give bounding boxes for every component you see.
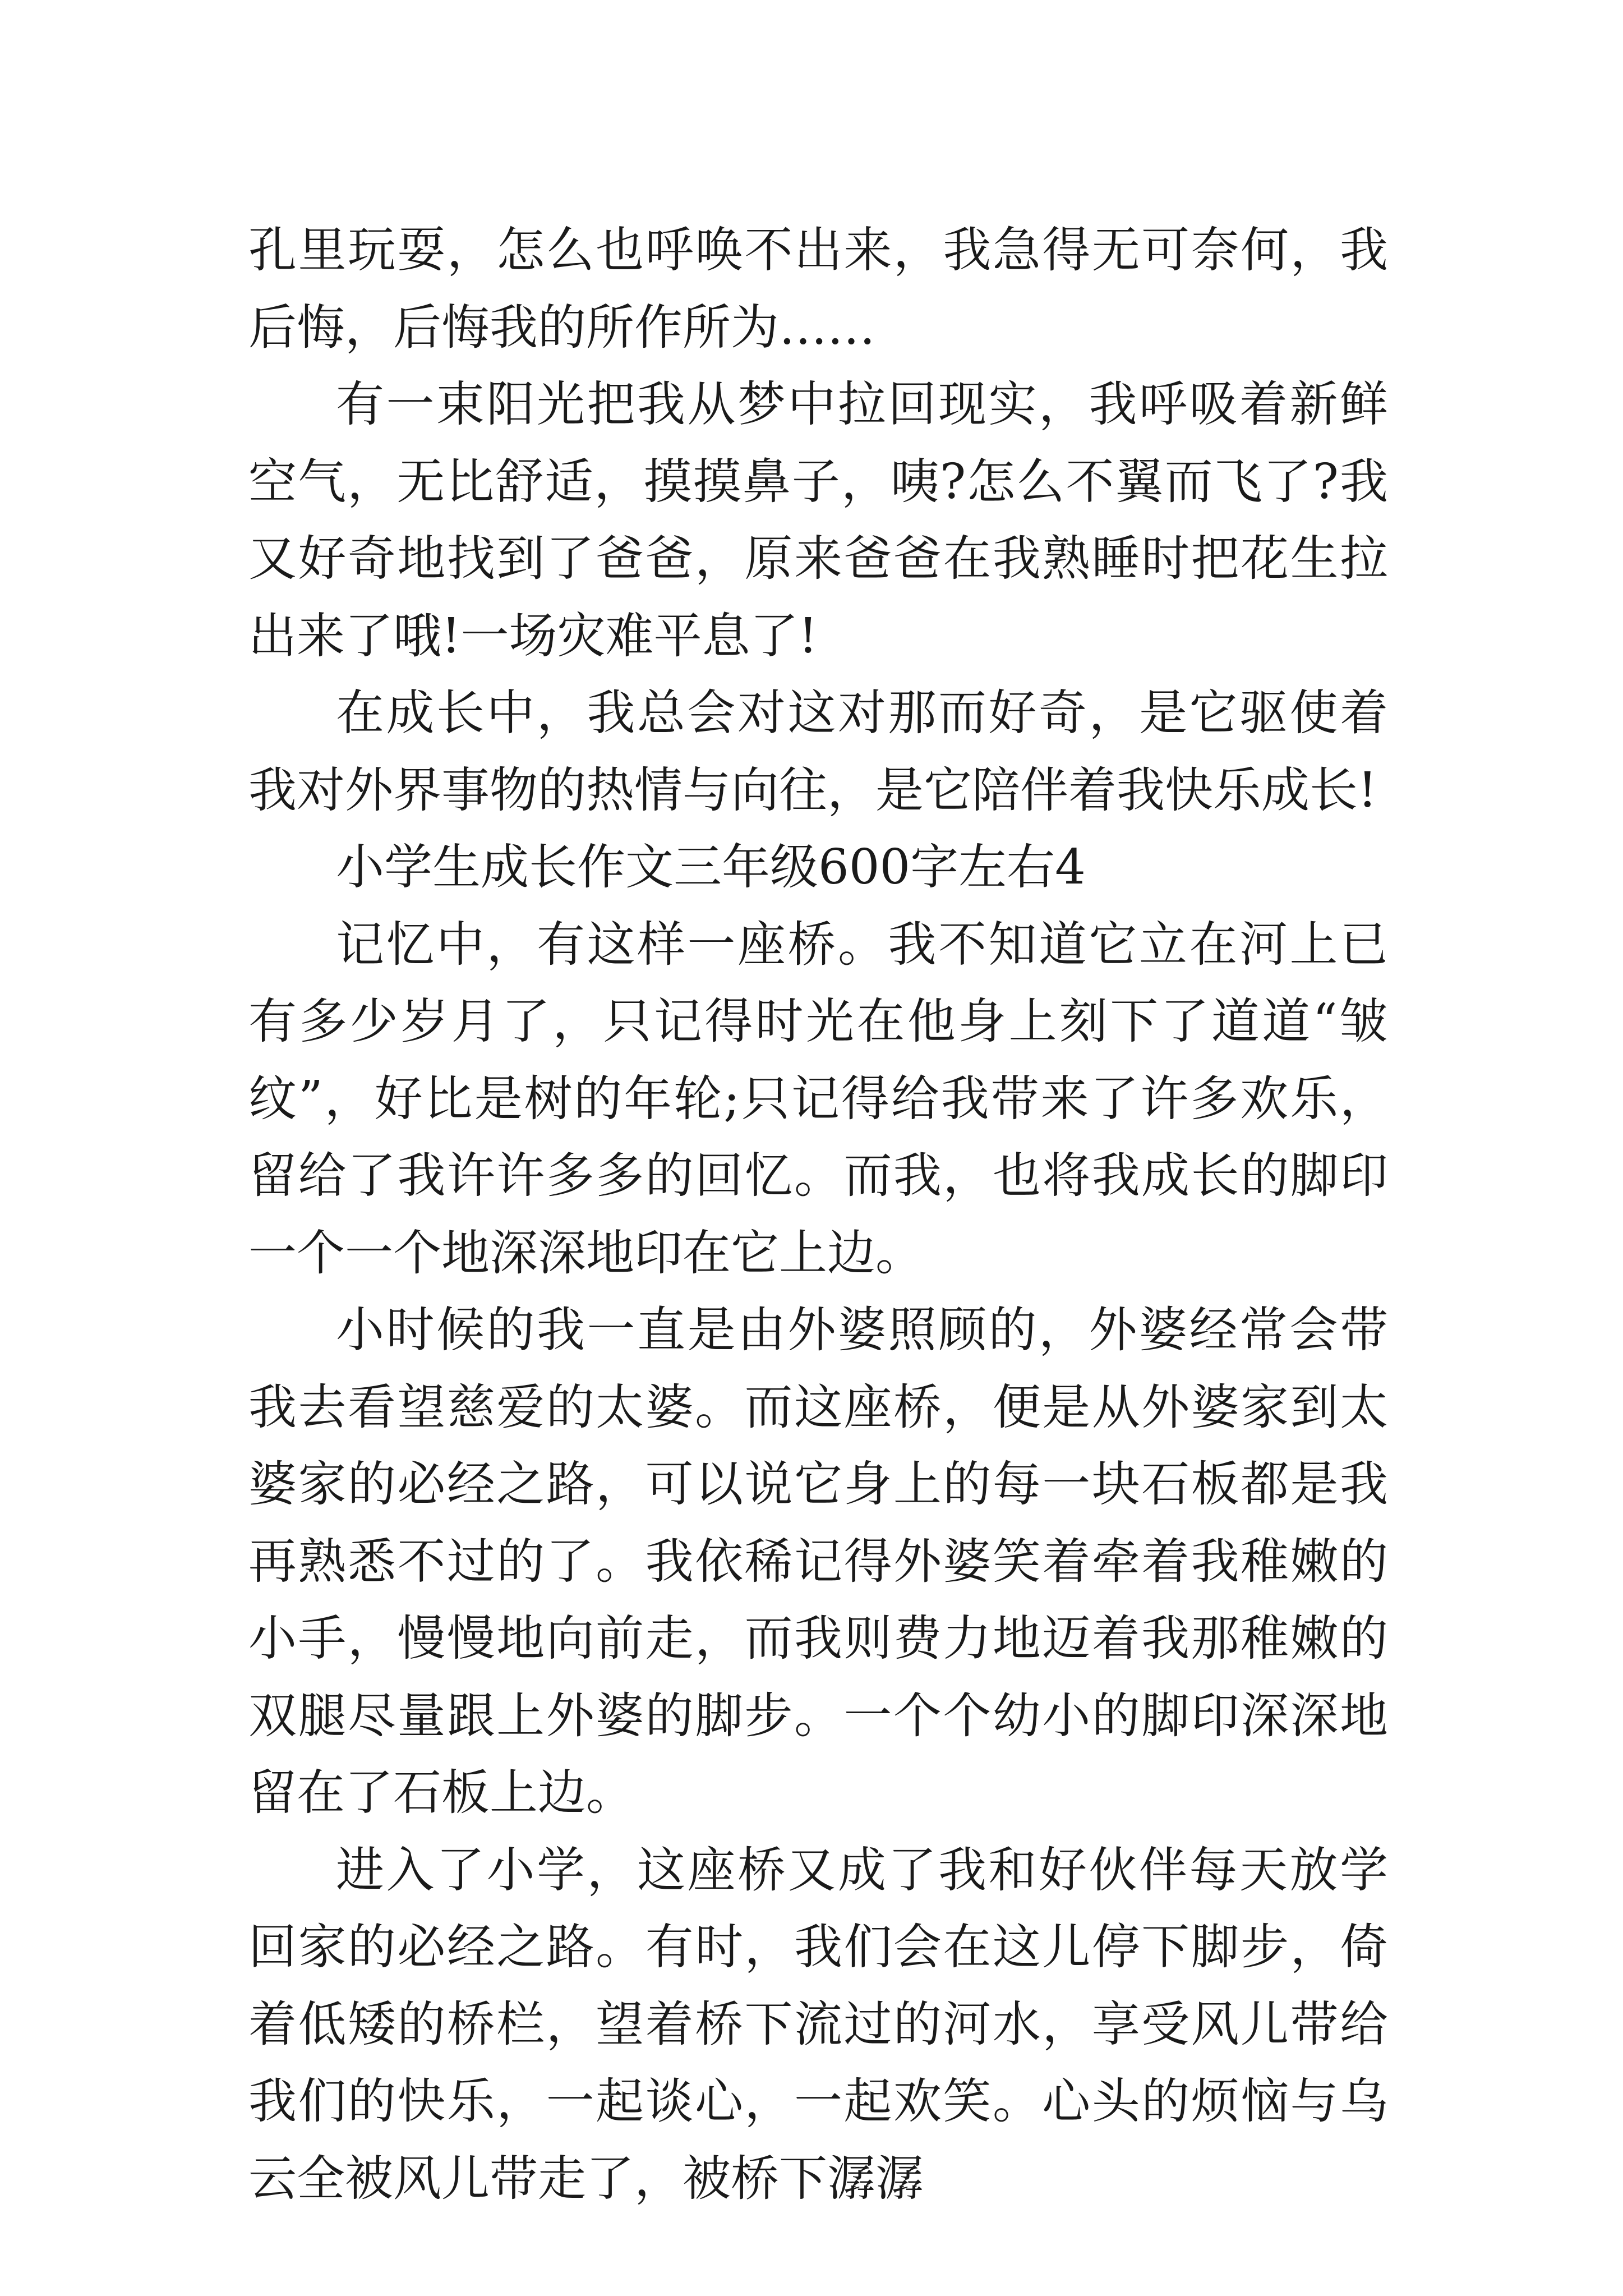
paragraph: 进入了小学，这座桥又成了我和好伙伴每天放学回家的必经之路。有时，我们会在这儿停下脚步，倚着低矮的桥栏，望着桥下流过的河水，享受风儿带给我们的快乐，一起谈心，一起欢笑。心头的烦恼与乌云全被风儿带走了，被桥下潺潺	[248, 1842, 1388, 2207]
paragraph-continued: 孔里玩耍，怎么也呼唤不出来，我急得无可奈何，我后悔，后悔我的所作所为……	[248, 222, 1388, 356]
paragraph: 有一束阳光把我从梦中拉回现实，我呼吸着新鲜空气，无比舒适，摸摸鼻子，咦?怎么不翼而飞了?我又好奇地找到了爸爸，原来爸爸在我熟睡时把花生拉出来了哦!一场灾难平息了!	[248, 376, 1388, 664]
paragraph: 小时候的我一直是由外婆照顾的，外婆经常会带我去看望慈爱的太婆。而这座桥，便是从外婆家到太婆家的必经之路，可以说它身上的每一块石板都是我再熟悉不过的了。我依稀记得外婆笑着牵着我稚嫩的小手，慢慢地向前走，而我则费力地迈着我那稚嫩的双腿尽量跟上外婆的脚步。一个个幼小的脚印深深地留在了石板上边。	[248, 1302, 1388, 1821]
paragraph: 在成长中，我总会对这对那而好奇，是它驱使着我对外界事物的热情与向往，是它陪伴着我快乐成长!	[248, 685, 1388, 818]
paragraph: 记忆中，有这样一座桥。我不知道它立在河上已有多少岁月了，只记得时光在他身上刻下了道道“皱纹”，好比是树的年轮;只记得给我带来了许多欢乐，留给了我许许多多的回忆。而我，也将我成长的脚印一个一个地深深地印在它上边。	[248, 916, 1388, 1281]
section-heading: 小学生成长作文三年级600字左右4	[336, 839, 1086, 895]
document-body	[248, 212, 1388, 2217]
